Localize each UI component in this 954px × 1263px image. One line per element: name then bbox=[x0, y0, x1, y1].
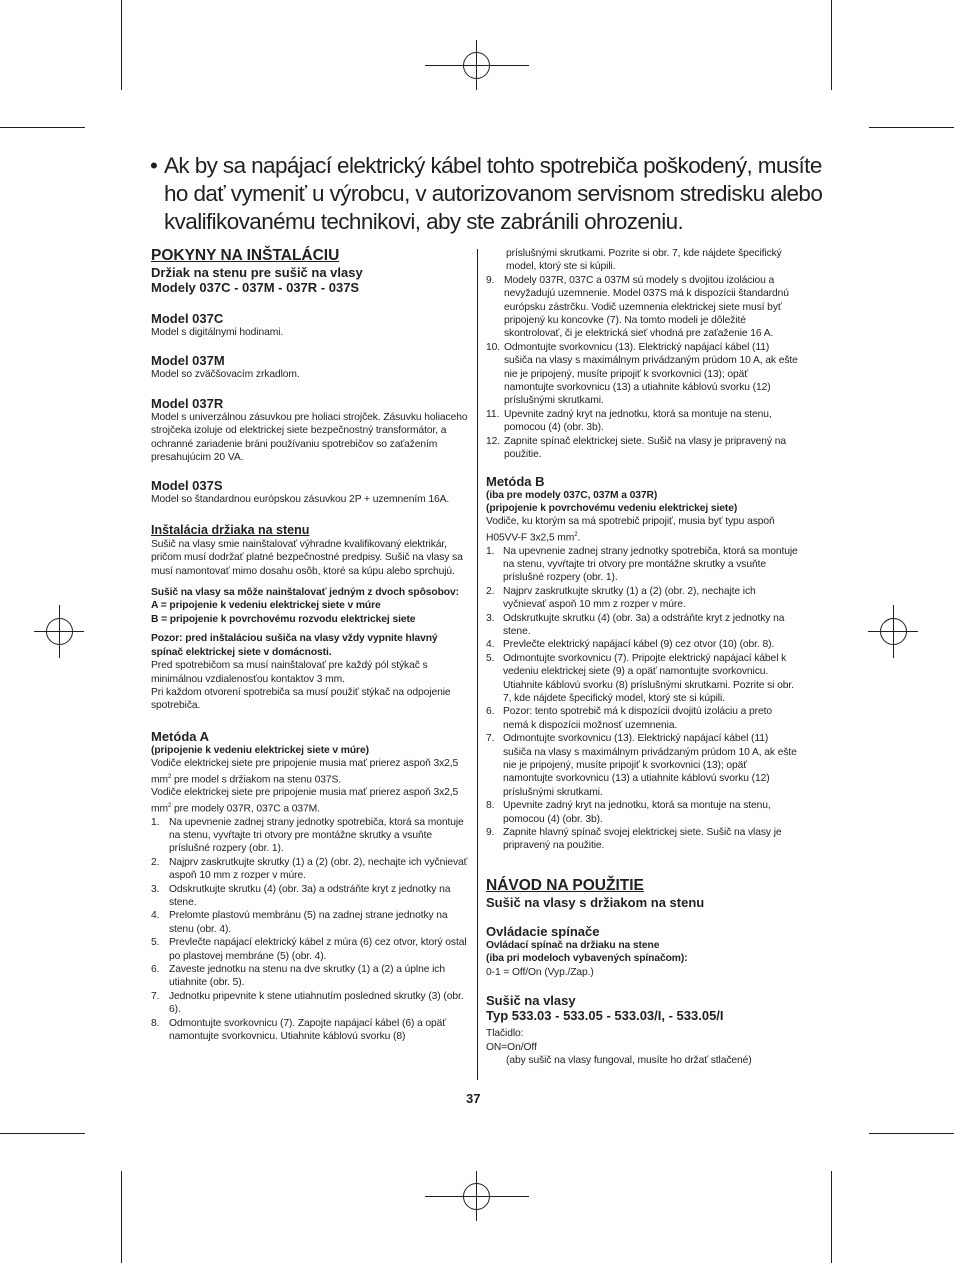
method-b-steps bbox=[486, 545, 798, 853]
install-ways: Sušič na vlasy sa môže nainštalovať jedným z dvoch spôsobov: bbox=[151, 587, 459, 599]
list-item-number: 1. bbox=[486, 545, 495, 557]
list-item-text: Upevnite zadný kryt na jednotku, ktorá sa montuje na stenu, pomocou (4) (obr. 3b). bbox=[503, 800, 771, 825]
list-item-text: Prevlečte elektrický napájací kábel (9) cez otvor (10) (obr. 8). bbox=[503, 639, 775, 651]
list-item-number: 4. bbox=[486, 639, 495, 651]
list-item bbox=[486, 274, 798, 341]
list-item-number: 12. bbox=[486, 435, 501, 447]
list-item-text: Na upevnenie zadnej strany jednotky spotrebiča, ktorá sa montuje na stenu, vyvŕtajte tri otvory pre montážne skrutky a vsuňte príslušné rozpery (obr. 1). bbox=[169, 816, 464, 855]
list-item bbox=[486, 545, 798, 585]
page-number: 37 bbox=[466, 1091, 481, 1106]
list-item bbox=[151, 856, 469, 883]
list-item-number: 1. bbox=[151, 816, 160, 828]
list-item-text: Odmontujte svorkovnicu (13). Elektrický napájací kábel (11) sušiča na vlasy s maximálnym privádzaným prúdom 10 A, ak ešte nie je pripojený, musíte pripojiť k svorkovnici (13); opäť namontujte svorkovnicu (13) a utiahnite káblovú svorku (12) príslušnými skrutkami. bbox=[503, 733, 797, 798]
model-037c-title: Model 037C bbox=[151, 311, 224, 326]
list-item bbox=[486, 652, 798, 706]
model-037s-title: Model 037S bbox=[151, 478, 223, 494]
warning-text-1: Pred spotrebičom sa musí nainštalovať pre každý pól stýkač s minimálnou vzdialenosťou kontaktov 3 mm. bbox=[151, 660, 428, 685]
list-item-text: Odmontujte svorkovnicu (7). Zapojte napájací kábel (6) a opäť namontujte svorkovnicu. Utiahnite káblovú svorku (8) bbox=[169, 1017, 447, 1043]
crop-mark bbox=[831, 0, 832, 90]
list-item-number: 9. bbox=[486, 274, 495, 286]
usage-subtitle: Sušič na vlasy s držiakom na stenu bbox=[486, 894, 705, 910]
column-divider bbox=[477, 249, 478, 1080]
list-item bbox=[486, 435, 798, 462]
list-item bbox=[486, 705, 798, 732]
list-item-text: Zapnite spínač elektrickej siete. Sušič na vlasy je pripravený na použitie. bbox=[504, 435, 786, 461]
dryer-type: Typ 533.03 - 533.05 - 533.03/I, - 533.05/I bbox=[486, 1008, 724, 1024]
list-item-text: Prelomte plastovú membránu (5) na zadnej strane jednotky na stenu (obr. 4). bbox=[169, 910, 448, 935]
method-a-steps-continued bbox=[486, 274, 798, 462]
list-item-text: Modely 037R, 037C a 037M sú modely s dvojitou izoláciou a nevyžadujú uzemnenie. Model 037S má k dispozícii štandardnú európsku zástrčku. Vodič uzemnenia elektrickej siete musí byť pripojený ku koncovke (7). Na tomto modeli je dôležité skontrolovať, či je elektrická sieť vhodná pre zaťaženie 16 A. bbox=[504, 274, 789, 340]
warning-text-2: Pri každom otvorení spotrebiča sa musí použiť stýkač na odpojenie spotrebiča. bbox=[151, 686, 451, 712]
install-way-a: A = pripojenie k vedeniu elektrickej siete v múre bbox=[151, 600, 381, 612]
list-item bbox=[486, 799, 798, 826]
list-item-number: 9. bbox=[486, 827, 495, 839]
crop-mark bbox=[869, 127, 954, 128]
list-item-text: Zaveste jednotku na stenu na dve skrutky (1) a (2) a úplne ich utiahnite (obr. 5). bbox=[169, 964, 445, 989]
list-item bbox=[486, 408, 798, 435]
model-037m-title: Model 037M bbox=[151, 353, 225, 369]
method-a-title: Metóda A bbox=[151, 728, 210, 744]
model-037s-text: Model so štandardnou európskou zásuvkou 2P + uzemnením 16A. bbox=[151, 494, 450, 506]
section-title-usage: NÁVOD NA POUŽITIE bbox=[486, 876, 644, 894]
install-way-b: B = pripojenie k povrchovému rozvodu elektrickej siete bbox=[151, 613, 416, 625]
list-item bbox=[486, 585, 798, 612]
left-column bbox=[151, 247, 469, 1044]
method-a-para-1: Vodiče elektrickej siete pre pripojenie musia mať prierez aspoň 3x2,5 $mm^2$ pre model s držiakom na stenu 037S. bbox=[151, 758, 459, 785]
dryer-on-off: ON=On/Off bbox=[486, 1041, 537, 1053]
method-a-subtitle: (pripojenie k vedeniu elektrickej siete v múre) bbox=[151, 744, 369, 756]
list-item bbox=[486, 341, 798, 408]
dryer-button-label: Tlačidlo: bbox=[486, 1028, 524, 1040]
list-item bbox=[151, 963, 469, 990]
list-item-text: Pozor: tento spotrebič má k dispozícii dvojitú izoláciu a preto nemá k dispozícii možnosť uzemnenia. bbox=[503, 706, 772, 731]
list-item-number: 5. bbox=[151, 937, 160, 949]
crop-mark bbox=[121, 0, 122, 90]
switches-bold-1: Ovládací spínač na držiaku na stene bbox=[486, 939, 660, 951]
list-item-text: Jednotku pripevnite k stene utiahnutím posledned skrutky (3) (obr. 6). bbox=[169, 990, 464, 1016]
list-item-number: 6. bbox=[486, 706, 495, 718]
list-item bbox=[486, 638, 798, 651]
list-item-text: Na upevnenie zadnej strany jednotky spotrebiča, ktorá sa montuje na stenu, vyvŕtajte tri otvory pre montážne skrutky a vsuňte príslušné rozpery (obr. 1). bbox=[503, 545, 798, 584]
list-item-number: 4. bbox=[151, 910, 160, 922]
list-item-number: 7. bbox=[151, 990, 160, 1002]
list-item-number: 2. bbox=[151, 856, 160, 868]
list-item-number: 8. bbox=[486, 800, 495, 812]
list-item bbox=[486, 732, 798, 799]
model-037r-text: Model s univerzálnou zásuvkou pre holiaci strojček. Zásuvku holiaceho strojčeka izoluje od elektrickej siete bezpečnostný transformátor, a ochranné zariadenie bráni používaniu spotrebičov so zaťažením presahujúcim 20 VA. bbox=[151, 411, 468, 464]
method-a-steps bbox=[151, 816, 469, 1044]
method-b-title: Metóda B bbox=[486, 473, 545, 489]
list-item bbox=[151, 1017, 469, 1044]
method-a-continuation: príslušnými skrutkami. Pozrite si obr. 7, kde nájdete špecifický model, ktorý ste si kúpili. bbox=[506, 248, 782, 273]
intro-text: Ak by sa napájací elektrický kábel tohto spotrebiča poškodený, musíte ho dať vymeniť u výrobcu, v autorizovanom servisnom stredisku alebo kvalifikovanému technikovi, aby ste zabránili ohrozeniu. bbox=[164, 153, 823, 234]
list-item-number: 8. bbox=[151, 1017, 160, 1029]
right-column bbox=[486, 247, 798, 1067]
list-item-text: Odmontujte svorkovnicu (7). Pripojte elektrický napájací kábel k vedeniu elektrickej siete (9) a opäť namontujte svorkovnicu. Utiahnite káblovú svorku (8) príslušnými skrutkami. Pozrite si obr. 7, kde nájdete špecifický model, ktorý ste si kúpili. bbox=[503, 652, 794, 705]
warning-bold: Pozor: pred inštaláciou sušiča na vlasy vždy vypnite hlavný spínač elektrickej siete v domácnosti. bbox=[151, 633, 438, 658]
list-item-number: 6. bbox=[151, 964, 160, 976]
method-b-subtitle-2: (pripojenie k povrchovému vedeniu elektrickej siete) bbox=[486, 502, 738, 514]
model-037m-text: Model so zväčšovacím zrkadlom. bbox=[151, 369, 300, 381]
list-item bbox=[151, 909, 469, 936]
list-item-number: 2. bbox=[486, 585, 495, 597]
list-item-text: Upevnite zadný kryt na jednotku, ktorá sa montuje na stenu, pomocou (4) (obr. 3b). bbox=[504, 408, 772, 434]
dryer-hold-note: (aby sušič na vlasy fungoval, musíte ho držať stlačené) bbox=[506, 1054, 752, 1066]
list-item-text: Odmontujte svorkovnicu (13). Elektrický napájací kábel (11) sušiča na vlasy s maximálnym privádzaným prúdom 10 A, ak ešte nie je pripojený, musíte pripojiť k svorkovnici (13); opäť namontujte svorkovnicu (13) a utiahnite káblovú svorku (12) príslušnými skrutkami. bbox=[504, 341, 798, 407]
list-item-number: 10. bbox=[486, 341, 501, 353]
method-b-subtitle-1: (iba pre modely 037C, 037M a 037R) bbox=[486, 489, 658, 501]
list-item-number: 5. bbox=[486, 652, 495, 664]
crop-mark bbox=[0, 127, 85, 128]
model-037r-title: Model 037R bbox=[151, 395, 224, 411]
bullet-icon: • bbox=[150, 153, 158, 178]
list-item-number: 11. bbox=[486, 408, 500, 420]
switches-bold-2: (iba pri modeloch vybavených spínačom): bbox=[486, 953, 688, 965]
crop-mark bbox=[869, 1133, 954, 1134]
switches-title: Ovládacie spínače bbox=[486, 923, 600, 939]
model-037c-text: Model s digitálnymi hodinami. bbox=[151, 327, 284, 338]
install-text: Sušič na vlasy smie nainštalovať výhradne kvalifikovaný elektrikár, pričom musí dodržať platné bezpečnostné predpisy. Sušič na vlasy sa musí namontovať mimo dosahu osôb, ktoré sa kúpu alebo sprchujú. bbox=[151, 538, 463, 577]
install-title: Inštalácia držiaka na stenu bbox=[151, 522, 310, 537]
section-title-installation: POKYNY NA INŠTALÁCIU bbox=[151, 247, 340, 264]
list-item bbox=[151, 883, 469, 910]
dryer-title: Sušič na vlasy bbox=[486, 993, 576, 1009]
list-item bbox=[151, 990, 469, 1017]
subtitle-wall-holder: Držiak na stenu pre sušič na vlasy bbox=[151, 265, 363, 280]
crop-mark bbox=[121, 1171, 122, 1263]
crop-mark bbox=[0, 1133, 85, 1134]
switches-text: 0-1 = Off/On (Vyp./Zap.) bbox=[486, 966, 594, 978]
subtitle-models: Modely 037C - 037M - 037R - 037S bbox=[151, 280, 360, 295]
list-item-text: Prevlečte napájací elektrický kábel z múra (6) cez otvor, ktorý ostal po plastovej membráne (5) (obr. 4). bbox=[169, 937, 467, 962]
method-a-para-2: Vodiče elektrickej siete pre pripojenie musia mať prierez aspoň 3x2,5 $mm^2$ pre modely 037R, 037C a 037M. bbox=[151, 787, 459, 815]
list-item-number: 3. bbox=[151, 883, 160, 895]
list-item-text: Odskrutkujte skrutku (4) (obr. 3a) a odstráňte kryt z jednotky na stene. bbox=[169, 883, 451, 909]
list-item bbox=[151, 816, 469, 856]
crop-mark bbox=[831, 1171, 832, 1263]
list-item-text: Zapnite hlavný spínač svojej elektrickej siete. Sušič na vlasy je pripravený na použitie. bbox=[503, 827, 782, 852]
list-item-text: Odskrutkujte skrutku (4) (obr. 3a) a odstráňte kryt z jednotky na stene. bbox=[503, 612, 785, 637]
list-item bbox=[486, 612, 798, 639]
method-b-para: Vodiče, ku ktorým sa má spotrebič pripojiť, musia byť typu aspoň H05VV-F 3x2,5 $mm^2$. bbox=[486, 516, 775, 544]
list-item bbox=[151, 936, 469, 963]
intro-warning bbox=[150, 152, 830, 236]
list-item-text: Najprv zaskrutkujte skrutky (1) a (2) (obr. 2), nechajte ich vyčnievať aspoň 10 mm z rozper v múre. bbox=[169, 856, 468, 882]
list-item bbox=[486, 826, 798, 853]
list-item-text: Najprv zaskrutkujte skrutky (1) a (2) (obr. 2), nechajte ich vyčnievať aspoň 10 mm z rozper v múre. bbox=[503, 585, 756, 611]
list-item-number: 7. bbox=[486, 733, 495, 745]
list-item-number: 3. bbox=[486, 612, 495, 624]
